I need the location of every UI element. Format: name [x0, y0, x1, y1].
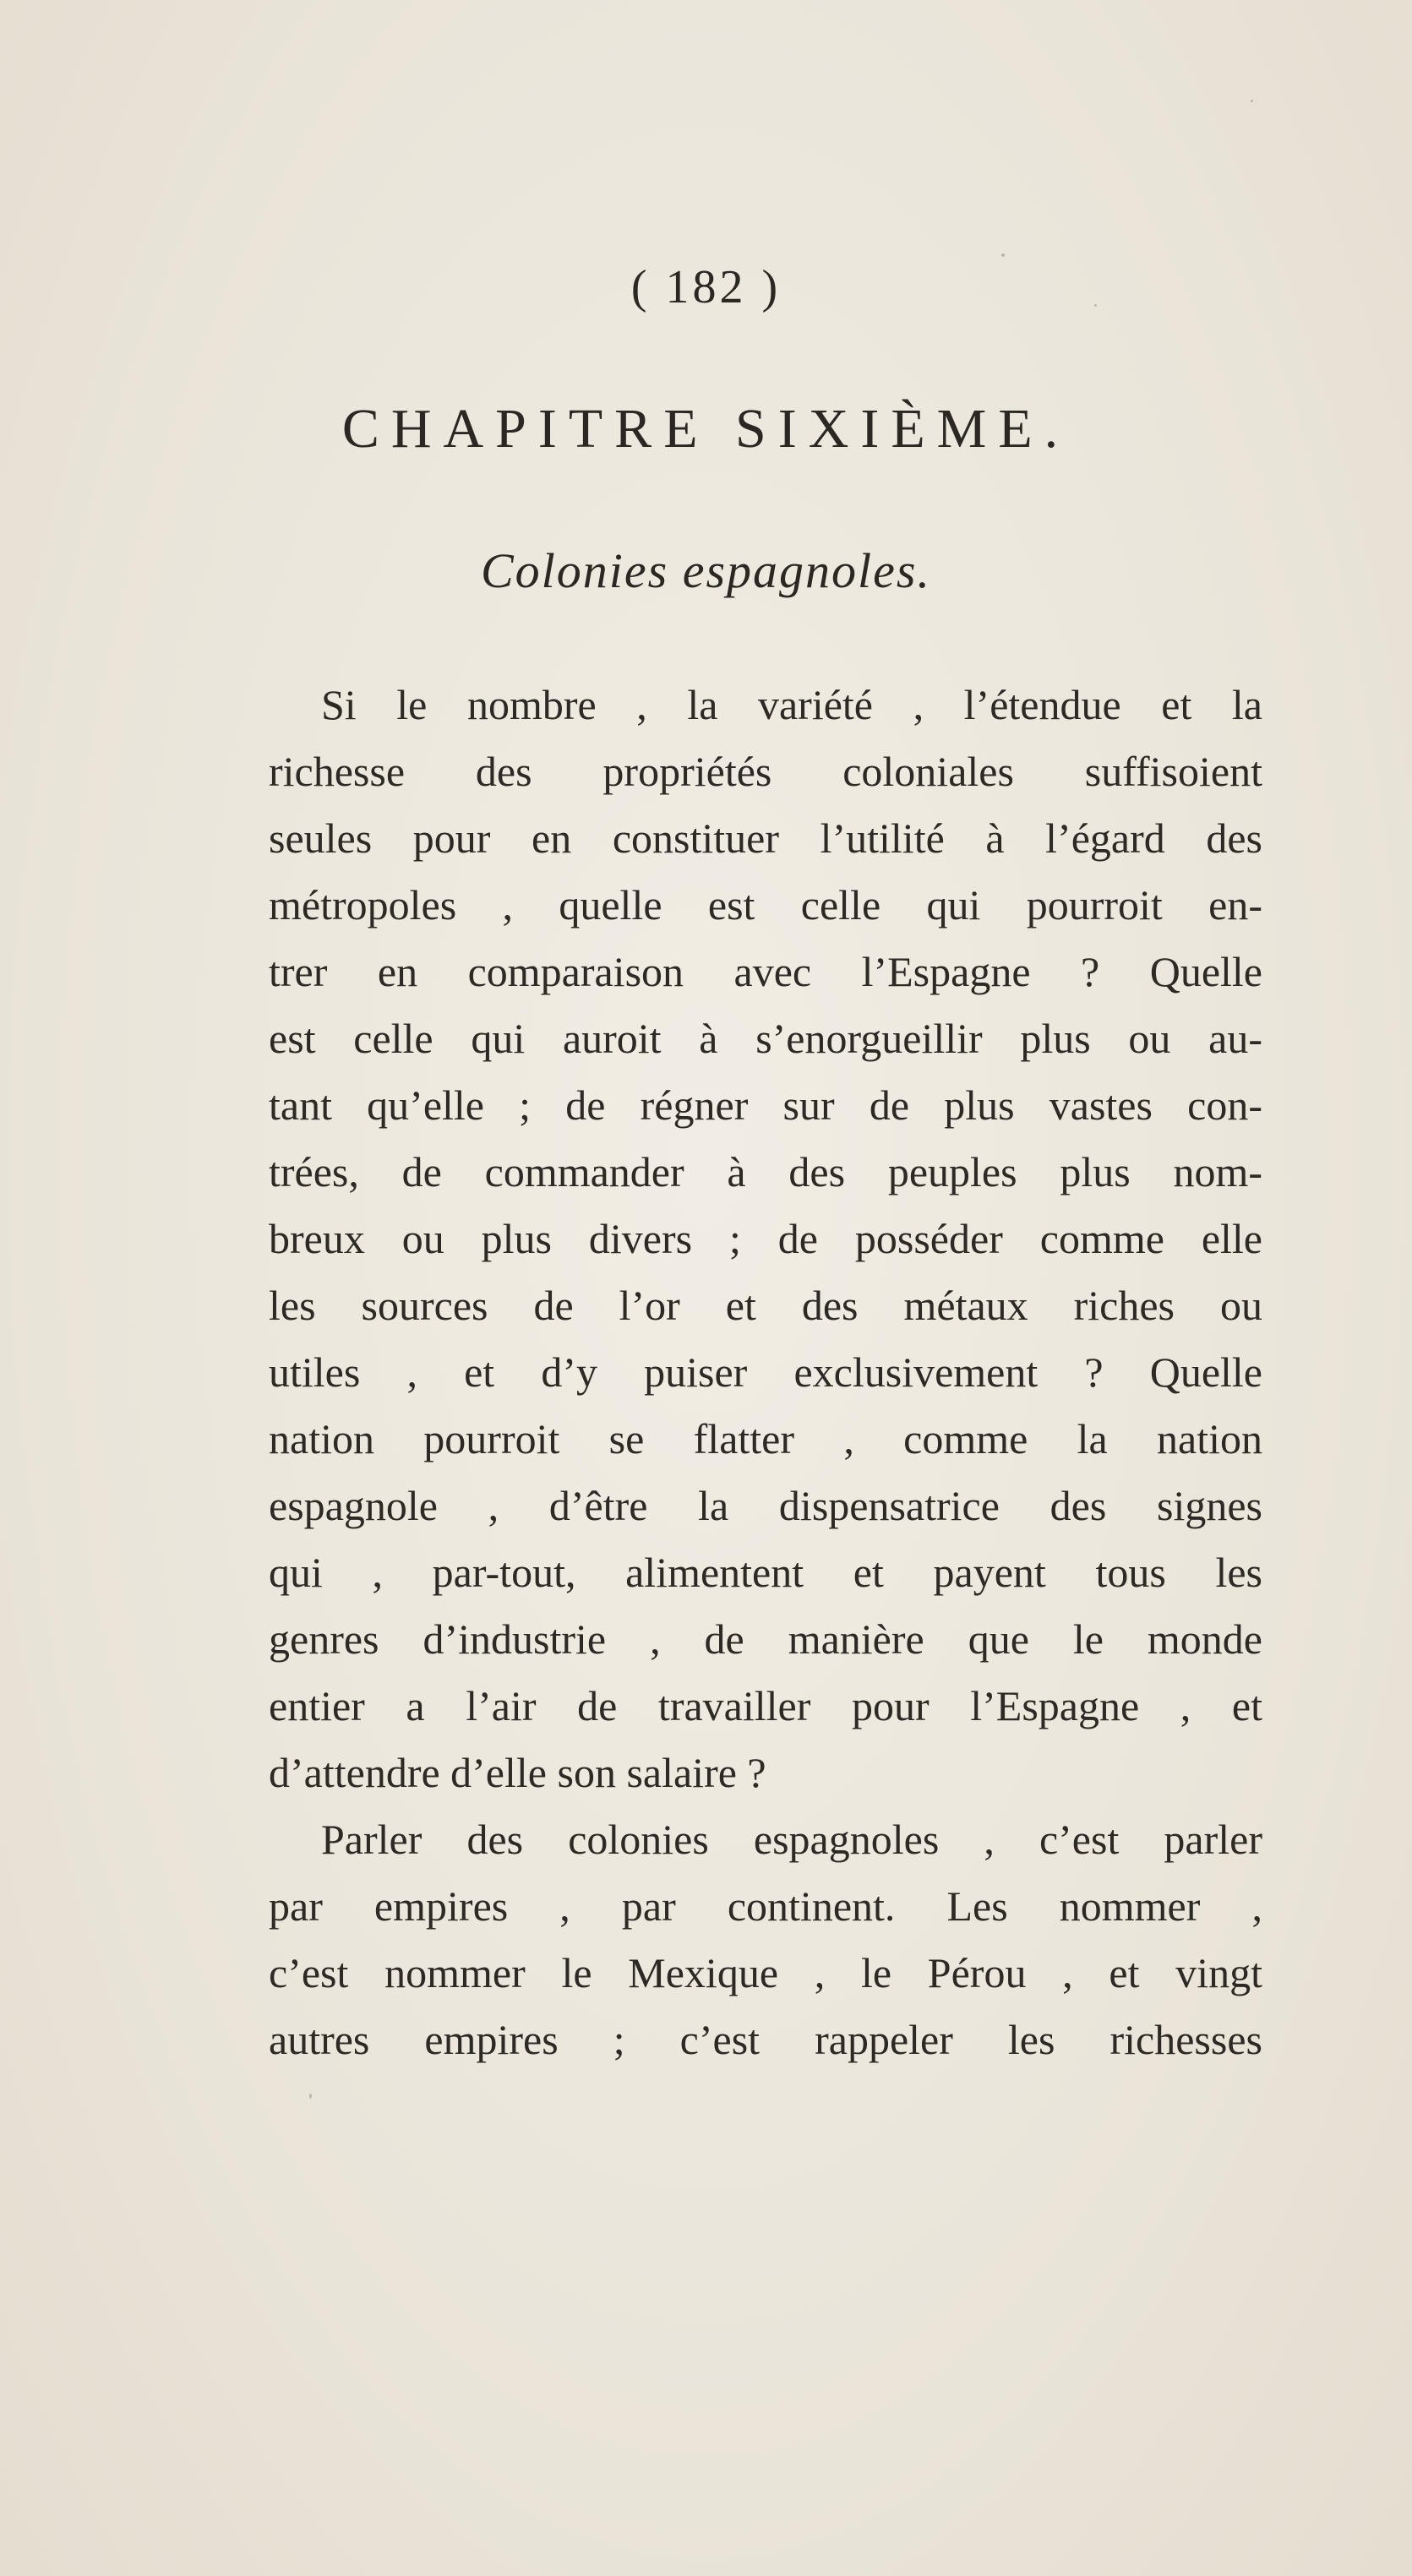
text-line: d’attendre d’elle son salaire ?: [269, 1749, 766, 1796]
paper-speck: [1001, 253, 1005, 257]
text-line: utiles , et d’y puiser exclusivement ? Quelle: [269, 1348, 1262, 1396]
chapter-subtitle: Colonies espagnoles.: [481, 543, 931, 598]
text-line: trer en comparaison avec l’Espagne ? Quelle: [269, 948, 1262, 995]
paper-speck: [1251, 100, 1253, 102]
text-line: est celle qui auroit à s’enorgueillir plus ou au-: [269, 1015, 1262, 1062]
page-number: ( 182 ): [630, 261, 782, 313]
text-line: entier a l’air de travailler pour l’Espagne , et: [269, 1682, 1262, 1729]
text-line: les sources de l’or et des métaux riches ou: [269, 1282, 1262, 1329]
paragraph-2: [269, 1806, 1262, 2073]
paper-speck: [309, 2094, 312, 2099]
paper-speck: [1094, 304, 1097, 307]
text-line: genres d’industrie , de manière que le monde: [269, 1615, 1262, 1663]
text-line: autres empires ; c’est rappeler les richesses: [269, 2016, 1262, 2063]
text-line: c’est nommer le Mexique , le Pérou , et vingt: [269, 1949, 1262, 1996]
text-line: nation pourroit se flatter , comme la nation: [269, 1415, 1262, 1462]
chapter-title: CHAPITRE SIXIÈME.: [341, 398, 1071, 460]
text-line: trées, de commander à des peuples plus nom-: [269, 1148, 1262, 1195]
text-line: tant qu’elle ; de régner sur de plus vastes con-: [269, 1081, 1262, 1129]
text-line: breux ou plus divers ; de posséder comme elle: [269, 1215, 1262, 1262]
text-line: qui , par-tout, alimentent et payent tous les: [269, 1549, 1262, 1596]
text-line: seules pour en constituer l’utilité à l’égard des: [269, 814, 1262, 862]
text-line: Parler des colonies espagnoles , c’est parler: [321, 1816, 1262, 1863]
paragraph-1: [269, 672, 1262, 1806]
text-line: Si le nombre , la variété , l’étendue et la: [321, 681, 1262, 728]
text-line: par empires , par continent. Les nommer ,: [269, 1882, 1262, 1930]
text-line: espagnole , d’être la dispensatrice des signes: [269, 1482, 1262, 1529]
text-line: richesse des propriétés coloniales suffisoient: [269, 748, 1262, 795]
text-line: métropoles , quelle est celle qui pourroit en-: [269, 881, 1262, 929]
